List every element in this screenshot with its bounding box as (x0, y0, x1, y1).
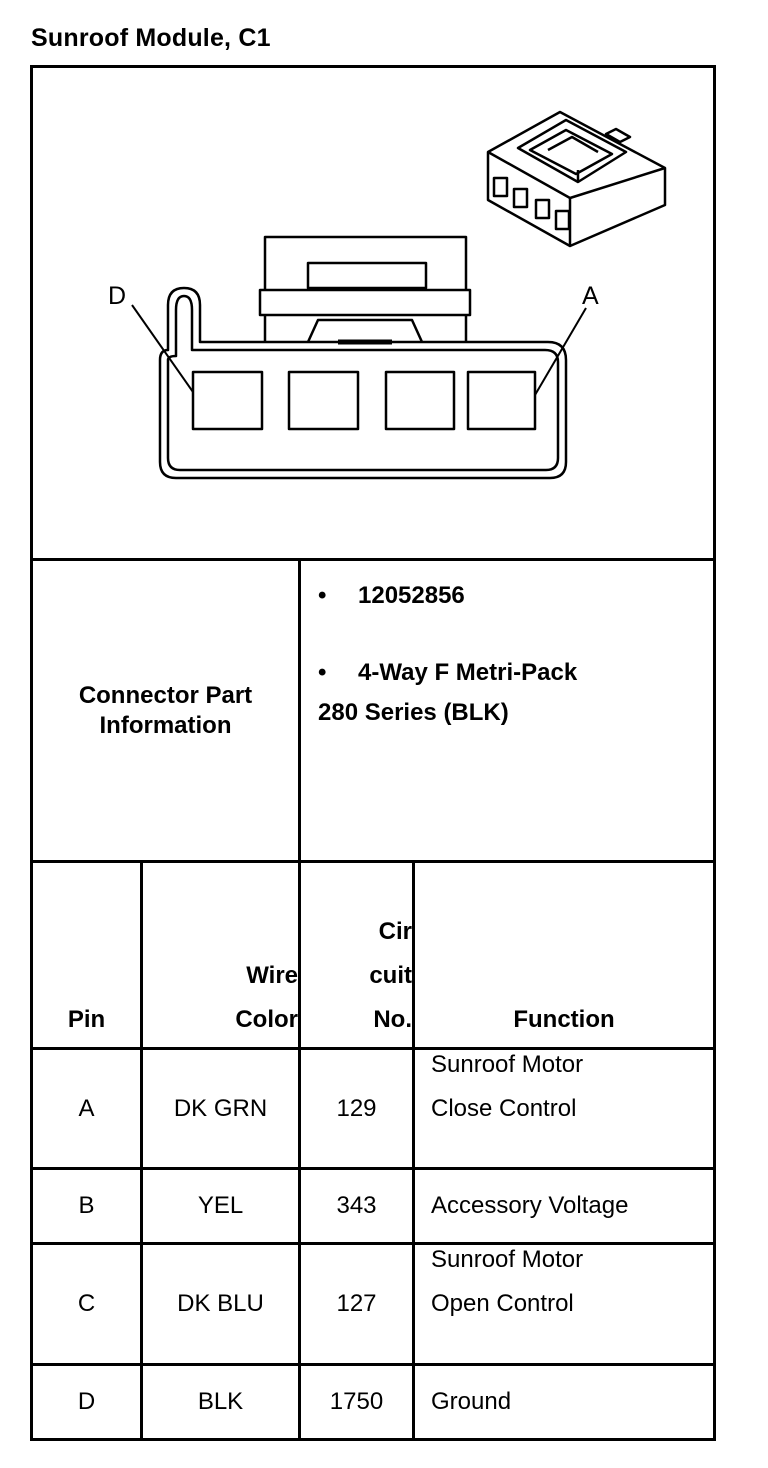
part-description-line1: 4-Way F Metri-Pack (358, 659, 578, 686)
part-info-label (33, 561, 298, 860)
row-d-pin: D (77, 1388, 96, 1415)
row-c-circuit: 127 (336, 1290, 377, 1317)
part-number-item (318, 582, 465, 610)
row-d-function: Ground (431, 1388, 512, 1415)
row-c-function-line1: Sunroof Motor (431, 1246, 584, 1273)
part-info-label-line2: Information (99, 711, 232, 739)
header-wire-color-line2: Color (235, 1006, 298, 1033)
header-circuit-number (301, 863, 412, 1047)
row-b-pin: B (78, 1192, 95, 1219)
row-b-function: Accessory Voltage (431, 1192, 629, 1219)
row-a-function-line2: Close Control (431, 1095, 577, 1122)
pin-label-d: D (108, 282, 127, 310)
row-c-function (415, 1245, 713, 1363)
bullet-icon: • (318, 659, 327, 686)
row-d-circuit: 1750 (329, 1388, 384, 1415)
pin-label-a: A (582, 282, 599, 310)
header-pin: Pin (67, 1006, 106, 1033)
header-function: Function (513, 1006, 615, 1033)
connector-isometric-icon (488, 112, 665, 246)
row-a-circuit: 129 (336, 1094, 377, 1122)
row-b-circuit: 343 (336, 1192, 377, 1219)
row-a-function (415, 1050, 713, 1167)
row-a-function-line1: Sunroof Motor (431, 1051, 584, 1078)
part-number: 12052856 (358, 582, 465, 609)
part-description-item (318, 659, 577, 687)
connector-face (132, 237, 586, 478)
row-d-wire-color: BLK (197, 1388, 244, 1415)
connector-diagram (0, 0, 768, 560)
header-circuit-line1: Cir (378, 918, 412, 945)
page-title: Sunroof Module, C1 (31, 24, 271, 52)
header-wire-color (143, 863, 298, 1047)
header-circuit-line2: cuit (369, 962, 412, 989)
divider-info-col (298, 558, 301, 863)
part-info-label-line1: Connector Part (78, 681, 253, 709)
row-c-pin: C (77, 1290, 96, 1317)
row-a-wire-color: DK GRN (173, 1094, 268, 1122)
header-circuit-line3: No. (373, 1006, 412, 1033)
part-description-line2: 280 Series (BLK) (318, 699, 509, 726)
row-b-wire-color: YEL (197, 1192, 244, 1219)
row-c-wire-color: DK BLU (177, 1290, 264, 1317)
row-c-function-line2: Open Control (431, 1290, 574, 1317)
bullet-icon: • (318, 582, 327, 609)
header-wire-color-line1: Wire (246, 962, 298, 989)
row-a-pin: A (78, 1094, 95, 1122)
